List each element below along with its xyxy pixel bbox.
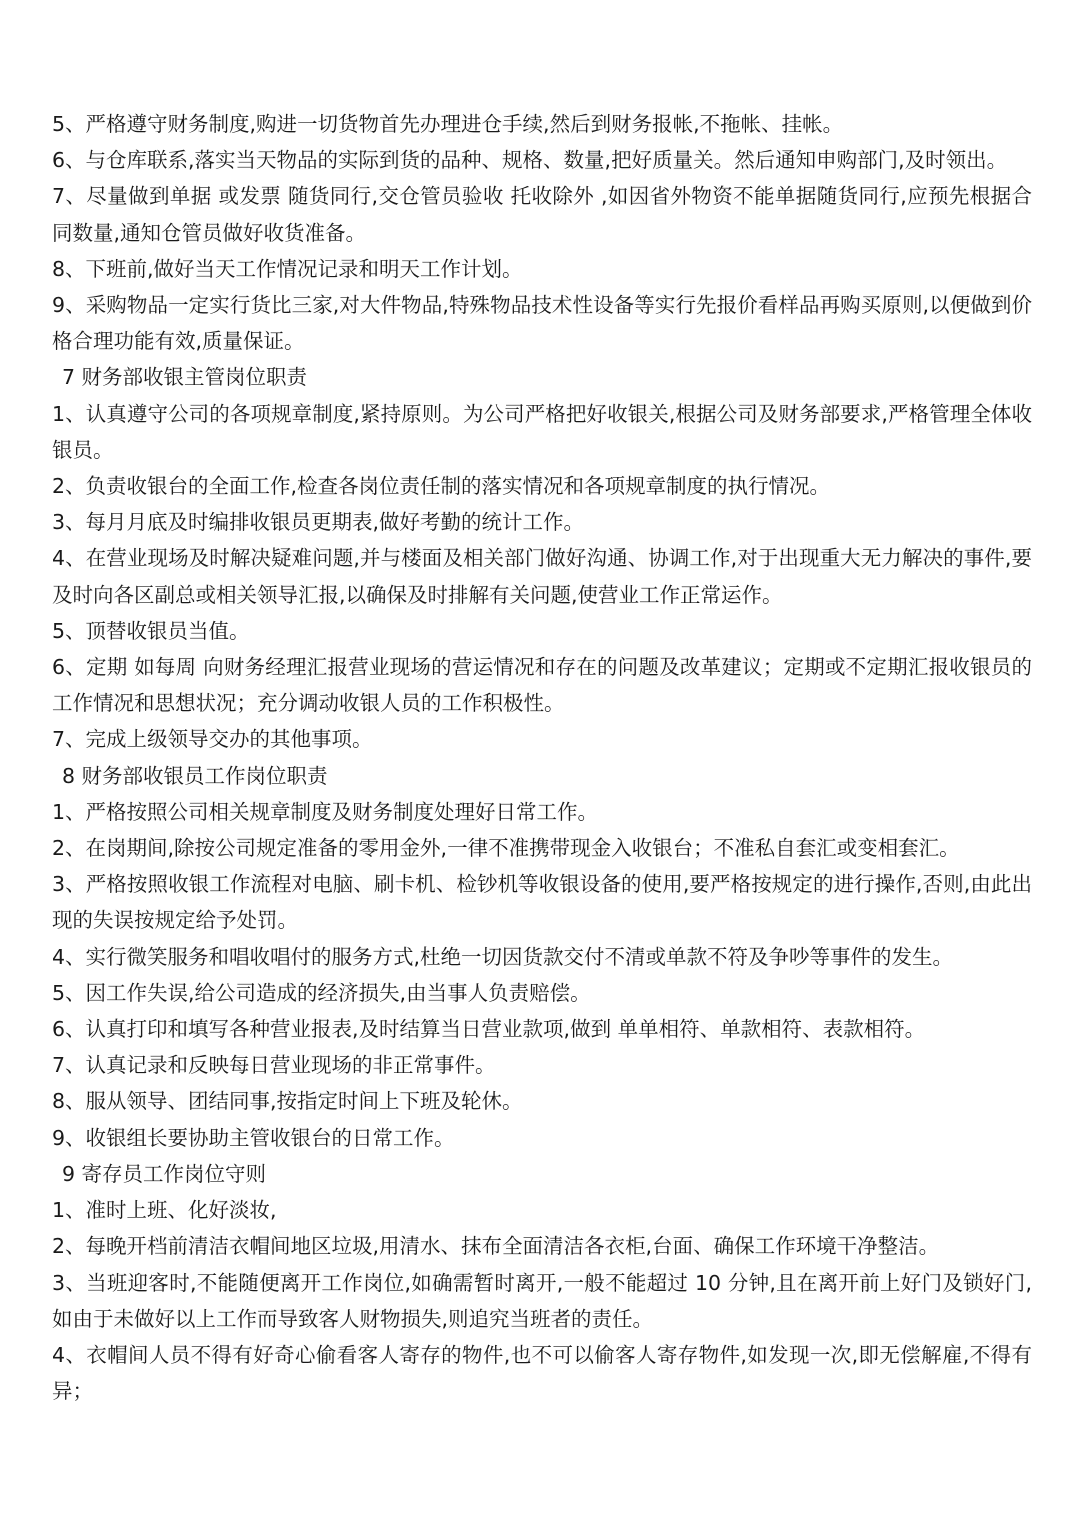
paragraph-supervisor-4: 4、在营业现场及时解决疑难问题,并与楼面及相关部门做好沟通、协调工作,对于出现重大无力解决的事件,要及时向各区副总或相关领导汇报,以确保及时排解有关问题,使营业工作正常运作。	[52, 546, 1032, 607]
document-body	[52, 106, 1032, 1409]
paragraph-cloakroom-3: 3、当班迎客时,不能随便离开工作岗位,如确需暂时离开,一般不能超过 10 分钟,且在离开前上好门及锁好门,如由于未做好以上工作而导致客人财物损失,则追究当班者的责任。	[52, 1270, 1032, 1331]
paragraph-purchase-6: 6、与仓库联系,落实当天物品的实际到货的品种、规格、数量,把好质量关。然后通知申购部门,及时领出。	[52, 148, 1008, 173]
paragraph-cashier-9: 9、收银组长要协助主管收银台的日常工作。	[52, 1125, 455, 1150]
paragraph-purchase-5: 5、严格遵守财务制度,购进一切货物首先办理进仓手续,然后到财务报帐,不拖帐、挂帐。	[52, 112, 844, 136]
paragraph-cashier-2: 2、在岗期间,除按公司规定准备的零用金外,一律不准携带现金入收银台；不准私自套汇或变相套汇。	[52, 836, 960, 861]
section-heading-cashier-supervisor: 7 财务部收银主管岗位职责	[62, 365, 308, 390]
paragraph-cloakroom-2: 2、每晚开档前清洁衣帽间地区垃圾,用清水、抹布全面清洁各衣柜,台面、确保工作环境干净整洁。	[52, 1234, 940, 1259]
paragraph-purchase-9: 9、采购物品一定实行货比三家,对大件物品,特殊物品技术性设备等实行先报价看样品再购买原则,以便做到价格合理功能有效,质量保证。	[52, 293, 1032, 354]
paragraph-cashier-7: 7、认真记录和反映每日营业现场的非正常事件。	[52, 1053, 496, 1078]
paragraph-cashier-1: 1、严格按照公司相关规章制度及财务制度处理好日常工作。	[52, 799, 599, 824]
section-heading-cloakroom: 9 寄存员工作岗位守则	[62, 1161, 267, 1186]
paragraph-supervisor-7: 7、完成上级领导交办的其他事项。	[52, 727, 373, 752]
paragraph-cashier-4: 4、实行微笑服务和唱收唱付的服务方式,杜绝一切因货款交付不清或单款不符及争吵等事件的发生。	[52, 944, 954, 969]
paragraph-cashier-8: 8、服从领导、团结同事,按指定时间上下班及轮休。	[52, 1089, 523, 1114]
paragraph-supervisor-6: 6、定期 如每周 向财务经理汇报营业现场的营运情况和存在的问题及改革建议；定期或不定期汇报收银员的工作情况和思想状况；充分调动收银人员的工作积极性。	[52, 655, 1032, 716]
paragraph-cashier-5: 5、因工作失误,给公司造成的经济损失,由当事人负责赔偿。	[52, 980, 591, 1005]
paragraph-supervisor-3: 3、每月月底及时编排收银员更期表,做好考勤的统计工作。	[52, 510, 585, 535]
paragraph-cloakroom-4: 4、衣帽间人员不得有好奇心偷看客人寄存的物件,也不可以偷客人寄存物件,如发现一次,即无偿解雇,不得有异；	[52, 1342, 1032, 1404]
paragraph-purchase-8: 8、下班前,做好当天工作情况记录和明天工作计划。	[52, 256, 523, 281]
section-heading-cashier: 8 财务部收银员工作岗位职责	[62, 763, 328, 788]
paragraph-supervisor-1: 1、认真遵守公司的各项规章制度,紧持原则。为公司严格把好收银关,根据公司及财务部要求,严格管理全体收银员。	[52, 401, 1032, 462]
paragraph-supervisor-5: 5、顶替收银员当值。	[52, 618, 250, 643]
paragraph-purchase-7: 7、尽量做到单据 或发票 随货同行,交仓管员验收 托收除外 ,如因省外物资不能单据随货同行,应预先根据合同数量,通知仓管员做好收货准备。	[52, 184, 1032, 245]
paragraph-cashier-6: 6、认真打印和填写各种营业报表,及时结算当日营业款项,做到 单单相符、单款相符、表款相符。	[52, 1017, 926, 1042]
paragraph-cloakroom-1: 1、准时上班、化好淡妆,	[52, 1198, 277, 1223]
paragraph-cashier-3: 3、严格按照收银工作流程对电脑、刷卡机、检钞机等收银设备的使用,要严格按规定的进行操作,否则,由此出现的失误按规定给予处罚。	[52, 872, 1032, 933]
paragraph-supervisor-2: 2、负责收银台的全面工作,检查各岗位责任制的落实情况和各项规章制度的执行情况。	[52, 474, 831, 499]
